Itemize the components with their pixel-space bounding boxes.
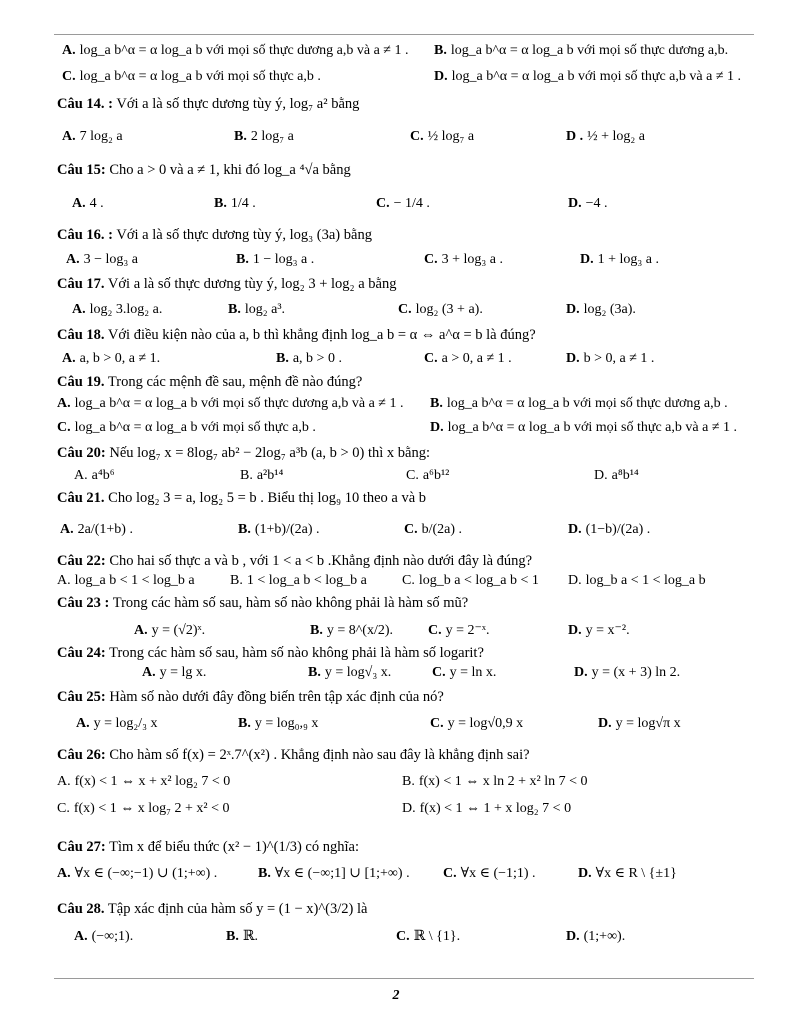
question-body: Trong các mệnh đề sau, mệnh đề nào đúng? bbox=[104, 374, 363, 390]
answer-option[interactable] bbox=[57, 418, 316, 438]
options-row bbox=[0, 186, 792, 212]
answer-option[interactable] bbox=[230, 571, 367, 591]
question-text bbox=[57, 94, 359, 114]
answer-option[interactable] bbox=[57, 772, 230, 792]
answer-option-text: log_b a < log_a b < 1 bbox=[418, 573, 539, 588]
answer-option-label: D. bbox=[568, 573, 582, 588]
answer-option-label: A. bbox=[66, 252, 80, 267]
answer-option[interactable] bbox=[62, 127, 123, 147]
answer-option-text: y = ln x. bbox=[449, 665, 497, 680]
answer-option-label: A. bbox=[62, 43, 76, 58]
answer-option-text: log₂ (3 + a). bbox=[415, 302, 483, 317]
answer-option-label: B. bbox=[214, 196, 227, 211]
answer-option-text: log_a b^α = α log_a b với mọi số thực dương a,b và a ≠ 1 . bbox=[74, 396, 404, 411]
answer-option-label: D. bbox=[594, 468, 608, 483]
answer-option-text: y = 2⁻ˣ. bbox=[445, 623, 490, 638]
answer-option-label: C. bbox=[443, 866, 457, 881]
answer-option[interactable] bbox=[226, 927, 258, 947]
answer-option-text: y = 8^(x/2). bbox=[326, 623, 394, 638]
answer-option-text: y = log√₃ x. bbox=[324, 665, 392, 680]
answer-option-text: ∀x ∈ (−1;1) . bbox=[460, 866, 536, 881]
answer-option-text: log₂ a³. bbox=[244, 302, 286, 317]
options-row bbox=[0, 391, 792, 417]
answer-option-text: a⁶b¹² bbox=[422, 468, 450, 483]
answer-option[interactable] bbox=[566, 349, 654, 369]
header-rule bbox=[54, 34, 754, 35]
answer-option[interactable] bbox=[236, 250, 314, 270]
answer-option-text: log_a b^α = α log_a b với mọi số thực dương a,b và a ≠ 1 . bbox=[79, 43, 409, 58]
answer-option[interactable] bbox=[396, 927, 460, 947]
answer-option[interactable] bbox=[406, 466, 449, 486]
answer-option-label: B. bbox=[238, 522, 251, 537]
question-body: Với a là số thực dương tùy ý, log₇ a² bằng bbox=[113, 96, 360, 112]
answer-option-label: A. bbox=[60, 522, 74, 537]
answer-option-text: 4 . bbox=[89, 196, 104, 211]
answer-option[interactable] bbox=[228, 300, 285, 320]
answer-option-label: D. bbox=[574, 665, 588, 680]
question-text bbox=[57, 225, 372, 245]
answer-option-text: a⁸b¹⁴ bbox=[611, 468, 639, 483]
answer-option-label: C. bbox=[410, 129, 424, 144]
answer-option-text: y = (x + 3) ln 2. bbox=[591, 665, 681, 680]
answer-option[interactable] bbox=[580, 250, 659, 270]
answer-option-text: f(x) < 1 ⇔ x + x² log₂ 7 < 0 bbox=[74, 774, 231, 789]
answer-option-text: ∀x ∈ (−∞;1] ∪ [1;+∞) . bbox=[274, 866, 410, 881]
question-row bbox=[0, 322, 792, 348]
question-number: Câu 27: bbox=[57, 839, 106, 855]
answer-option[interactable] bbox=[574, 663, 680, 683]
question-row bbox=[0, 485, 792, 511]
answer-option[interactable] bbox=[568, 194, 608, 214]
question-row bbox=[0, 271, 792, 297]
answer-option[interactable] bbox=[404, 520, 462, 540]
question-body: Với a là số thực dương tùy ý, log₃ (3a) bằng bbox=[113, 227, 372, 243]
answer-option[interactable] bbox=[66, 250, 138, 270]
answer-option[interactable] bbox=[72, 194, 104, 214]
question-text bbox=[57, 443, 430, 463]
question-row bbox=[0, 834, 792, 860]
question-text bbox=[57, 325, 536, 345]
answer-option-text: ℝ. bbox=[242, 929, 258, 944]
answer-option-label: B. bbox=[310, 623, 323, 638]
answer-option[interactable] bbox=[410, 127, 474, 147]
answer-option-label: A. bbox=[74, 468, 88, 483]
answer-option[interactable] bbox=[443, 864, 536, 884]
answer-option-label: D. bbox=[566, 351, 580, 366]
answer-option-label: B. bbox=[258, 866, 271, 881]
answer-option-text: log₂ 3.log₂ a. bbox=[89, 302, 163, 317]
question-number: Câu 23 : bbox=[57, 595, 110, 611]
answer-option[interactable] bbox=[62, 67, 321, 87]
answer-option-text: ∀x ∈ (−∞;−1) ∪ (1;+∞) . bbox=[74, 866, 218, 881]
question-number: Câu 18. bbox=[57, 327, 105, 343]
answer-option[interactable] bbox=[430, 714, 523, 734]
answer-option[interactable] bbox=[568, 571, 706, 591]
answer-option-label: C. bbox=[404, 522, 418, 537]
answer-option-label: A. bbox=[74, 929, 88, 944]
answer-option-text: log₂ (3a). bbox=[583, 302, 636, 317]
options-row bbox=[0, 796, 792, 822]
answer-option-label: A. bbox=[142, 665, 156, 680]
answer-option-label: D. bbox=[434, 69, 448, 84]
answer-option-label: D. bbox=[578, 866, 592, 881]
answer-option-text: 1 < log_a b < log_b a bbox=[246, 573, 367, 588]
question-body: Với a là số thực dương tùy ý, log₂ 3 + log₂ a bằng bbox=[104, 276, 397, 292]
answer-option-text: a⁴b⁶ bbox=[91, 468, 115, 483]
answer-option-text: 2a/(1+b) . bbox=[77, 522, 133, 537]
options-row bbox=[0, 924, 792, 950]
answer-option-text: log_a b^α = α log_a b với mọi số thực dương a,b. bbox=[450, 43, 729, 58]
question-text bbox=[57, 372, 362, 392]
answer-option-label: A. bbox=[72, 302, 86, 317]
answer-option-text: f(x) < 1 ⇔ x ln 2 + x² ln 7 < 0 bbox=[418, 774, 588, 789]
question-text bbox=[57, 160, 351, 180]
answer-option-label: C. bbox=[376, 196, 390, 211]
answer-option-label: C. bbox=[432, 665, 446, 680]
answer-option[interactable] bbox=[430, 418, 737, 438]
footer-rule bbox=[54, 978, 754, 979]
answer-option[interactable] bbox=[424, 250, 503, 270]
answer-option-text: a > 0, a ≠ 1 . bbox=[441, 351, 512, 366]
options-row bbox=[0, 415, 792, 441]
question-number: Câu 22: bbox=[57, 553, 106, 569]
answer-option-text: −4 . bbox=[585, 196, 608, 211]
answer-option-text: a²b¹⁴ bbox=[256, 468, 284, 483]
question-text bbox=[57, 899, 367, 919]
answer-option[interactable] bbox=[57, 799, 229, 819]
answer-option-text: log_a b^α = α log_a b với mọi số thực a,b và a ≠ 1 . bbox=[447, 420, 738, 435]
answer-option[interactable] bbox=[428, 621, 489, 641]
options-row bbox=[0, 64, 792, 90]
options-row bbox=[0, 247, 792, 273]
answer-option[interactable] bbox=[308, 663, 391, 683]
answer-option-text: (1;+∞). bbox=[583, 929, 626, 944]
question-body: Cho hàm số f(x) = 2ˣ.7^(x²) . Khẳng định nào sau đây là khẳng định sai? bbox=[105, 747, 530, 763]
answer-option[interactable] bbox=[376, 194, 430, 214]
answer-option-text: y = log√π x bbox=[615, 716, 681, 731]
question-text bbox=[57, 488, 426, 508]
answer-option[interactable] bbox=[76, 714, 158, 734]
answer-option-label: B. bbox=[240, 468, 253, 483]
answer-option-label: C. bbox=[57, 801, 70, 816]
options-row bbox=[0, 119, 792, 145]
answer-option[interactable] bbox=[568, 520, 650, 540]
question-row bbox=[0, 896, 792, 922]
answer-option[interactable] bbox=[566, 300, 636, 320]
question-number: Câu 19. bbox=[57, 374, 105, 390]
answer-option-text: 1 − log₃ a . bbox=[252, 252, 315, 267]
answer-option-label: A. bbox=[134, 623, 148, 638]
options-row bbox=[0, 706, 792, 732]
answer-option-label: B. bbox=[434, 43, 447, 58]
answer-option-text: ½ + log₂ a bbox=[587, 129, 646, 144]
answer-option[interactable] bbox=[238, 714, 318, 734]
answer-option-label: D. bbox=[566, 302, 580, 317]
answer-option-text: y = log₂/₃ x bbox=[93, 716, 158, 731]
answer-option[interactable] bbox=[57, 864, 217, 884]
answer-option[interactable] bbox=[398, 300, 483, 320]
answer-option-text: log_b a < 1 < log_a b bbox=[585, 573, 706, 588]
question-row bbox=[0, 222, 792, 248]
answer-option-text: b > 0, a ≠ 1 . bbox=[583, 351, 655, 366]
question-number: Câu 15: bbox=[57, 162, 106, 178]
answer-option-text: log_a b^α = α log_a b với mọi số thực dương a,b . bbox=[446, 396, 728, 411]
answer-option-label: D. bbox=[566, 929, 580, 944]
answer-option-label: D. bbox=[568, 196, 582, 211]
answer-option-label: B. bbox=[238, 716, 251, 731]
question-number: Câu 21. bbox=[57, 490, 105, 506]
answer-option[interactable] bbox=[276, 349, 342, 369]
answer-option-label: C. bbox=[428, 623, 442, 638]
question-body: Hàm số nào dưới đây đồng biến trên tập xác định của nó? bbox=[105, 689, 444, 705]
answer-option[interactable] bbox=[310, 621, 393, 641]
answer-option[interactable] bbox=[72, 300, 162, 320]
answer-option-label: D. bbox=[402, 801, 416, 816]
answer-option[interactable] bbox=[434, 67, 741, 87]
answer-option-label: C. bbox=[398, 302, 412, 317]
answer-option-text: y = lg x. bbox=[159, 665, 207, 680]
answer-option[interactable] bbox=[598, 714, 681, 734]
answer-option[interactable] bbox=[134, 621, 205, 641]
question-row bbox=[0, 742, 792, 768]
answer-option[interactable] bbox=[568, 621, 630, 641]
answer-option-label: D . bbox=[566, 129, 584, 144]
options-row bbox=[0, 297, 792, 323]
answer-option-text: y = (√2)ˣ. bbox=[151, 623, 206, 638]
answer-option[interactable] bbox=[240, 466, 283, 486]
answer-option-label: D. bbox=[568, 522, 582, 537]
answer-option-text: 2 log₇ a bbox=[250, 129, 294, 144]
answer-option-label: B. bbox=[226, 929, 239, 944]
options-row bbox=[0, 861, 792, 887]
answer-option[interactable] bbox=[62, 349, 160, 369]
answer-option-label: B. bbox=[430, 396, 443, 411]
answer-option-label: C. bbox=[396, 929, 410, 944]
answer-option-label: D. bbox=[598, 716, 612, 731]
question-text bbox=[57, 837, 359, 857]
answer-option-label: D. bbox=[430, 420, 444, 435]
answer-option-label: A. bbox=[57, 866, 71, 881]
answer-option[interactable] bbox=[57, 394, 404, 414]
answer-option[interactable] bbox=[57, 571, 195, 591]
question-number: Câu 26: bbox=[57, 747, 106, 763]
answer-option-text: log_a b^α = α log_a b với mọi số thực a,b . bbox=[79, 69, 321, 84]
answer-option-text: a, b > 0, a ≠ 1. bbox=[79, 351, 161, 366]
question-text bbox=[57, 687, 444, 707]
answer-option-text: 7 log₂ a bbox=[79, 129, 123, 144]
answer-option-text: f(x) < 1 ⇔ x log₇ 2 + x² < 0 bbox=[73, 801, 230, 816]
answer-option-label: C. bbox=[402, 573, 415, 588]
answer-option[interactable] bbox=[74, 466, 115, 486]
answer-option-label: A. bbox=[72, 196, 86, 211]
answer-option[interactable] bbox=[238, 520, 320, 540]
question-text bbox=[57, 274, 396, 294]
options-row bbox=[0, 38, 792, 64]
answer-option-label: D. bbox=[580, 252, 594, 267]
answer-option[interactable] bbox=[258, 864, 410, 884]
answer-option[interactable] bbox=[566, 127, 645, 147]
answer-option-label: C. bbox=[57, 420, 71, 435]
answer-option-label: C. bbox=[62, 69, 76, 84]
answer-option-label: B. bbox=[276, 351, 289, 366]
answer-option-text: a, b > 0 . bbox=[292, 351, 342, 366]
question-row bbox=[0, 91, 792, 117]
answer-option-label: D. bbox=[568, 623, 582, 638]
answer-option-label: C. bbox=[424, 252, 438, 267]
question-body: Nếu log₇ x = 8log₇ ab² − 2log₇ a³b (a, b > 0) thì x bằng: bbox=[105, 445, 430, 461]
answer-option[interactable] bbox=[402, 571, 539, 591]
answer-option[interactable] bbox=[214, 194, 256, 214]
answer-option-label: A. bbox=[62, 351, 76, 366]
question-number: Câu 14. : bbox=[57, 96, 113, 112]
question-body: Cho hai số thực a và b , với 1 < a < b .Khẳng định nào dưới đây là đúng? bbox=[105, 553, 533, 569]
options-row bbox=[0, 512, 792, 538]
answer-option-text: ∀x ∈ R \ {±1} bbox=[595, 866, 677, 881]
answer-option-label: B. bbox=[228, 302, 241, 317]
answer-option-text: (−∞;1). bbox=[91, 929, 134, 944]
answer-option[interactable] bbox=[234, 127, 294, 147]
question-body: Cho log₂ 3 = a, log₂ 5 = b . Biểu thị log₉ 10 theo a và b bbox=[104, 490, 427, 506]
page-number: 2 bbox=[392, 988, 400, 1003]
question-body: Trong các hàm số sau, hàm số nào không phải là hàm số mũ? bbox=[109, 595, 469, 611]
options-row bbox=[0, 660, 792, 686]
answer-option[interactable] bbox=[60, 520, 133, 540]
answer-option[interactable] bbox=[142, 663, 206, 683]
answer-option-label: B. bbox=[234, 129, 247, 144]
answer-option-text: (1−b)/(2a) . bbox=[585, 522, 651, 537]
answer-option-label: A. bbox=[57, 396, 71, 411]
options-row bbox=[0, 769, 792, 795]
answer-option-text: 1 + log₃ a . bbox=[597, 252, 660, 267]
answer-option-text: y = log√0,9 x bbox=[447, 716, 524, 731]
question-row bbox=[0, 157, 792, 183]
answer-option-label: A. bbox=[57, 573, 71, 588]
answer-option-label: B. bbox=[236, 252, 249, 267]
answer-option-text: y = x⁻². bbox=[585, 623, 630, 638]
answer-option-text: − 1/4 . bbox=[393, 196, 430, 211]
answer-option[interactable] bbox=[424, 349, 512, 369]
answer-option-text: 3 − log₃ a bbox=[83, 252, 139, 267]
answer-option-text: log_a b < 1 < log_b a bbox=[74, 573, 195, 588]
answer-option[interactable] bbox=[402, 799, 571, 819]
question-body: Với điều kiện nào của a, b thì khẳng định log_a b = α ⇔ a^α = b là đúng? bbox=[104, 327, 536, 343]
answer-option-label: C. bbox=[430, 716, 444, 731]
answer-option[interactable] bbox=[430, 394, 728, 414]
answer-option-label: A. bbox=[62, 129, 76, 144]
answer-option-label: C. bbox=[424, 351, 438, 366]
question-number: Câu 17. bbox=[57, 276, 105, 292]
answer-option-label: B. bbox=[230, 573, 243, 588]
question-body: Cho a > 0 và a ≠ 1, khi đó log_a ⁴√a bằng bbox=[105, 162, 351, 178]
question-number: Câu 24: bbox=[57, 645, 106, 661]
question-number: Câu 28. bbox=[57, 901, 105, 917]
answer-option-label: B. bbox=[402, 774, 415, 789]
answer-option-text: b/(2a) . bbox=[421, 522, 463, 537]
answer-option-text: (1+b)/(2a) . bbox=[254, 522, 320, 537]
answer-option-text: 3 + log₃ a . bbox=[441, 252, 504, 267]
answer-option[interactable] bbox=[566, 927, 625, 947]
question-body: Tìm x để biểu thức (x² − 1)^(1/3) có nghĩa: bbox=[105, 839, 359, 855]
answer-option-text: ℝ \ {1}. bbox=[413, 929, 461, 944]
answer-option-text: log_a b^α = α log_a b với mọi số thực a,b . bbox=[74, 420, 316, 435]
question-text bbox=[57, 745, 530, 765]
answer-option[interactable] bbox=[578, 864, 677, 884]
answer-option-label: C. bbox=[406, 468, 419, 483]
answer-option-text: ½ log₇ a bbox=[427, 129, 475, 144]
answer-option-label: A. bbox=[57, 774, 71, 789]
answer-option[interactable] bbox=[432, 663, 496, 683]
answer-option-text: 1/4 . bbox=[230, 196, 256, 211]
question-row bbox=[0, 590, 792, 616]
answer-option-text: log_a b^α = α log_a b với mọi số thực a,b và a ≠ 1 . bbox=[451, 69, 742, 84]
question-body: Trong các hàm số sau, hàm số nào không phải là hàm số logarit? bbox=[105, 645, 484, 661]
answer-option[interactable] bbox=[62, 41, 409, 61]
answer-option[interactable] bbox=[594, 466, 639, 486]
question-number: Câu 16. : bbox=[57, 227, 113, 243]
answer-option-label: B. bbox=[308, 665, 321, 680]
answer-option-label: A. bbox=[76, 716, 90, 731]
question-text bbox=[57, 593, 468, 613]
answer-option[interactable] bbox=[74, 927, 133, 947]
answer-option-text: f(x) < 1 ⇔ 1 + x log₂ 7 < 0 bbox=[419, 801, 572, 816]
question-number: Câu 20: bbox=[57, 445, 106, 461]
answer-option[interactable] bbox=[402, 772, 588, 792]
question-number: Câu 25: bbox=[57, 689, 106, 705]
answer-option-text: y = log₀,₉ x bbox=[254, 716, 319, 731]
question-body: Tập xác định của hàm số y = (1 − x)^(3/2) là bbox=[104, 901, 368, 917]
answer-option[interactable] bbox=[434, 41, 728, 61]
